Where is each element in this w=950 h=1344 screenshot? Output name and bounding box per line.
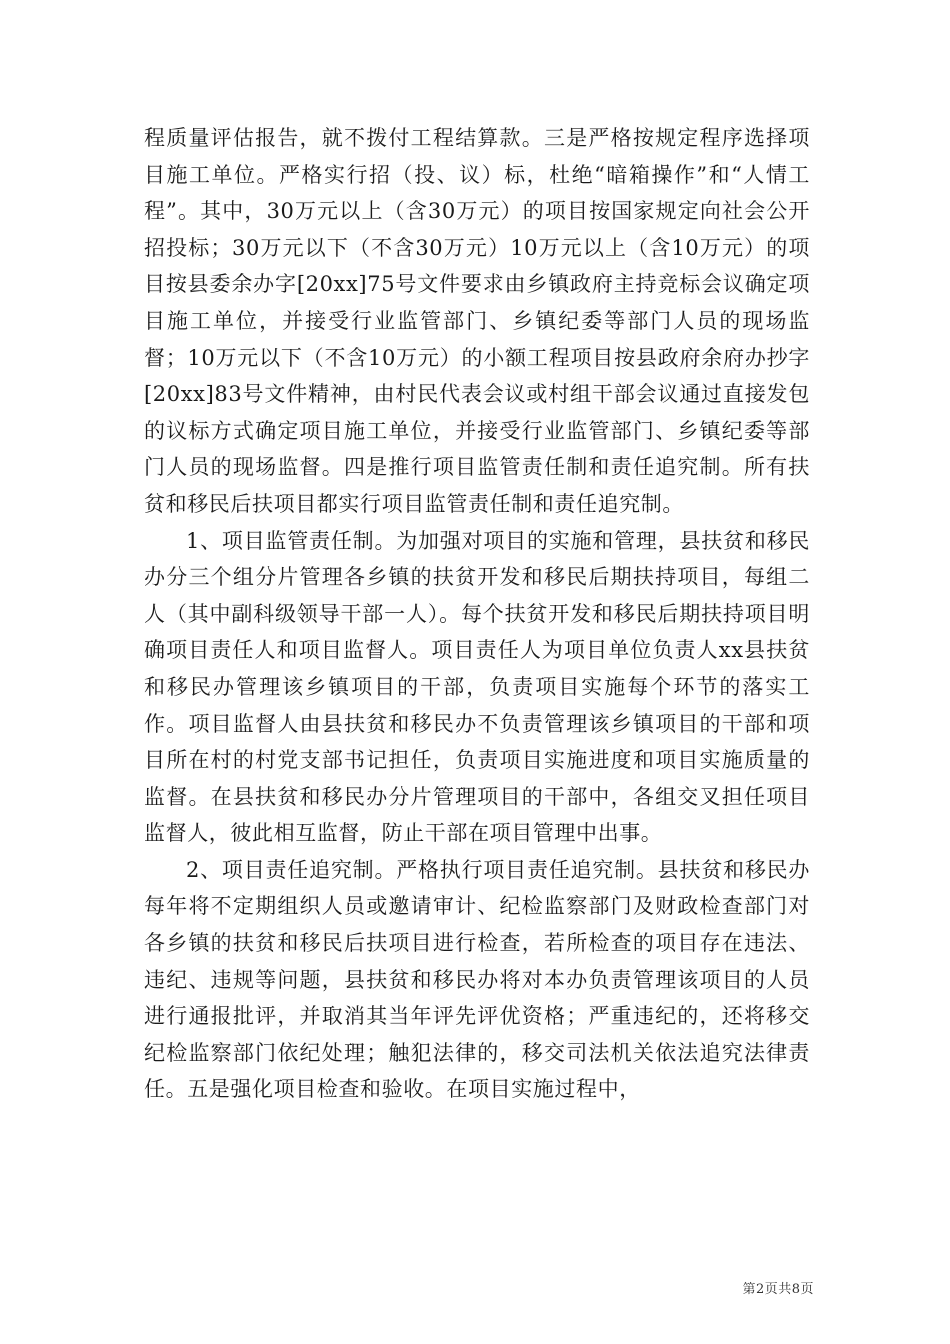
paragraph-project-supervision: 1、项目监管责任制。为加强对项目的实施和管理，县扶贫和移民办分三个组分片管理各乡镇的扶贫开发和移民后期扶持项目，每组二人（其中副科级领导干部一人）。每个扶贫开发和移民后期扶持项目明确项目责任人和项目监督人。项目责任人为项目单位负责人xx县扶贫和移民办管理该乡镇项目的干部，负责项目实施每个环节的落实工作。项目监督人由县扶贫和移民办不负责管理该乡镇项目的干部和项目所在村的村党支部书记担任，负责项目实施进度和项目实施质量的监督。在县扶贫和移民办分片管理项目的干部中，各组交叉担任项目监督人，彼此相互监督，防止干部在项目管理中出事。: [144, 528, 810, 846]
page-number-footer: 第2页共8页: [742, 1282, 814, 1297]
paragraph-accountability: 2、项目责任追究制。严格执行项目责任追究制。县扶贫和移民办每年将不定期组织人员或邀请审计、纪检监察部门及财政检查部门对各乡镇的扶贫和移民后扶项目进行检查，若所检查的项目存在违法、违纪、违规等问题，县扶贫和移民办将对本办负责管理该项目的人员进行通报批评，并取消其当年评先评优资格；严重违纪的，还将移交纪检监察部门依纪处理；触犯法律的，移交司法机关依法追究法律责任。五是强化项目检查和验收。在项目实施过程中，: [144, 857, 810, 1102]
paragraph-continued: 程质量评估报告，就不拨付工程结算款。三是严格按规定程序选择项目施工单位。严格实行招（投、议）标，杜绝“暗箱操作”和“人情工程”。其中，30万元以上（含30万元）的项目按国家规定向社会公开招投标；30万元以下（不含30万元）10万元以上（含10万元）的项目按县委余办字[20xx]75号文件要求由乡镇政府主持竞标会议确定项目施工单位，并接受行业监管部门、乡镇纪委等部门人员的现场监督；10万元以下（不含10万元）的小额工程项目按县政府余府办抄字[20xx]83号文件精神，由村民代表会议或村组干部会议通过直接发包的议标方式确定项目施工单位，并接受行业监管部门、乡镇纪委等部门人员的现场监督。四是推行项目监管责任制和责任追究制。所有扶贫和移民后扶项目都实行项目监管责任制和责任追究制。: [144, 126, 810, 516]
document-body: [144, 120, 810, 1108]
